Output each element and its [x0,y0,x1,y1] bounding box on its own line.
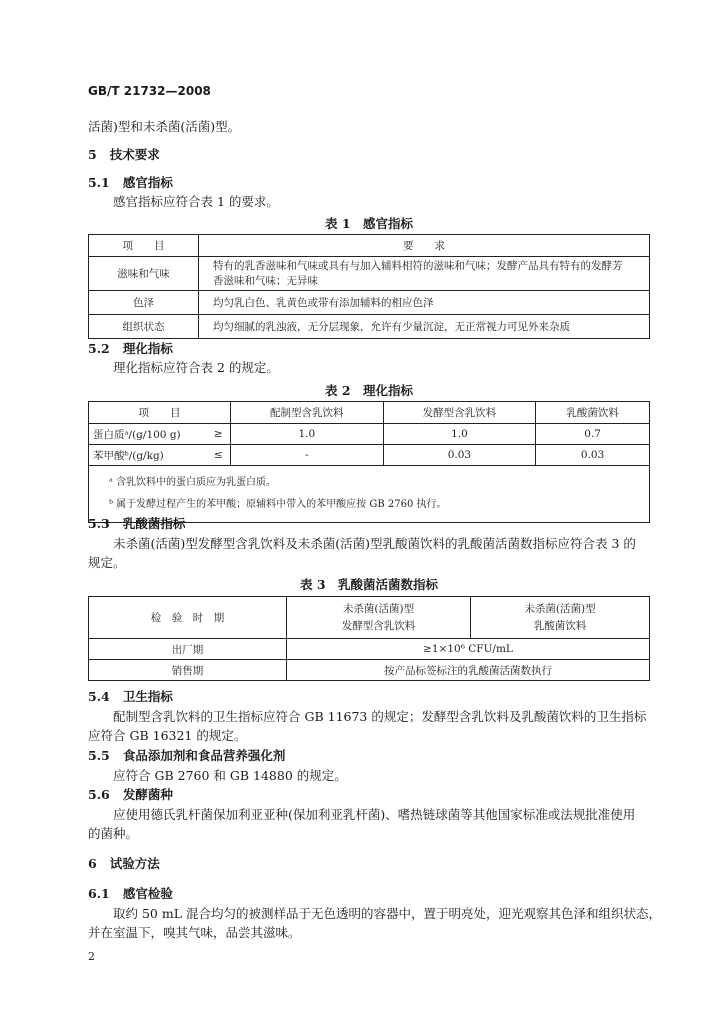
table-2-caption: 表 2 理化指标 [324,383,414,398]
section-5-5-text: 应符合 GB 2760 和 GB 14880 的规定。 [113,768,347,783]
section-5-4-text-line2: 应符合 GB 16321 的规定。 [88,728,247,743]
section-number: 5.2 [88,341,110,356]
standard-id: GB/T 21732—2008 [88,84,211,98]
table-cell: 1.0 [231,424,384,445]
section-title: 食品添加剂和食品营养强化剂 [122,748,286,763]
section-number: 6 [88,856,97,871]
table-notes [89,466,650,523]
section-5-3-heading [88,515,185,533]
page-number: 2 [88,950,95,963]
section-number: 5.5 [88,748,110,763]
section-title: 感官检验 [122,886,173,901]
table-3-caption: 表 3 乳酸菌活菌数指标 [299,577,439,592]
table-cell: 均匀乳白色、乳黄色或带有添加辅料的相应色泽 [199,291,650,315]
table-cell: 组织状态 [89,315,199,339]
section-6-1-text-line1: 取约 50 mL 混合均匀的被测样品于无色透明的容器中，置于明亮处，迎光观察其色泽和组织状态， [113,906,661,921]
table-header [471,597,650,639]
table-cell: 1.0 [383,424,536,445]
table-note: ᵇ 属于发酵过程产生的苯甲酸；原辅料中带入的苯甲酸应按 GB 2760 执行。 [109,499,447,510]
table-cell: 蛋白质ᵃ/(g/100 g) [89,424,207,445]
table-cell: ≥ [207,424,231,445]
section-5-1-text: 感官指标应符合表 1 的要求。 [113,194,279,209]
table-cell: ≥1×10⁶ CFU/mL [287,639,650,660]
section-number: 6.1 [88,886,110,901]
section-number: 5.6 [88,787,110,802]
table-cell: 均匀细腻的乳浊液，无分层现象，允许有少量沉淀，无正常视力可见外来杂质 [199,315,650,339]
section-5-6-text-line1: 应使用德氏乳杆菌保加利亚亚种(保加利亚乳杆菌)、嗜热链球菌等其他国家标准或法规批准使用 [113,807,636,822]
section-title: 乳酸菌指标 [122,516,186,531]
section-5-2-text: 理化指标应符合表 2 的规定。 [113,360,279,375]
table-cell: 0.03 [536,445,650,466]
table-note: ᵃ 含乳饮料中的蛋白质应为乳蛋白质。 [109,477,277,488]
section-title: 理化指标 [122,341,173,356]
section-5-3-text-line1: 未杀菌(活菌)型发酵型含乳饮料及未杀菌(活菌)型乳酸菌饮料的乳酸菌活菌数指标应符合表 3 的 [113,536,636,551]
table-header: 乳酸菌饮料 [536,402,650,424]
table-cell: ≤ [207,445,231,466]
section-number: 5.4 [88,689,110,704]
table-header: 配制型含乳饮料 [231,402,384,424]
header-line: 未杀菌(活菌)型 [342,602,415,615]
section-title: 卫生指标 [122,689,173,704]
header-line: 未杀菌(活菌)型 [524,602,596,615]
header-line: 发酵型含乳饮料 [341,619,416,632]
table-cell: 滋味和气味 [89,257,199,291]
table-header: 要 求 [199,235,650,257]
table-header: 项 目 [89,402,231,424]
table-cell: - [231,445,384,466]
section-number: 5.1 [88,175,110,190]
section-title: 技术要求 [109,147,160,162]
section-title: 试验方法 [109,856,160,871]
cell-line: 香滋味和气味；无异味 [213,274,318,287]
table-header: 检 验 时 期 [89,597,287,639]
section-5-6-text-line2: 的菌种。 [88,826,139,841]
table-cell: 苯甲酸ᵇ/(g/kg) [89,445,207,466]
table-3 [88,596,650,681]
section-number: 5 [88,147,97,162]
table-cell: 销售期 [89,660,287,681]
section-5-6-heading [88,786,173,804]
section-5-4-text-line1: 配制型含乳饮料的卫生指标应符合 GB 11673 的规定；发酵型含乳饮料及乳酸菌饮料的卫生指标 [113,709,647,724]
table-cell: 出厂期 [89,639,287,660]
table-1 [88,234,650,339]
header-line: 乳酸菌饮料 [533,619,587,632]
section-title: 发酵菌种 [122,787,173,802]
section-5-4-heading [88,688,173,706]
table-2 [88,401,650,523]
table-cell: 0.7 [536,424,650,445]
table-header: 项 目 [89,235,199,257]
section-6-heading [88,855,160,873]
section-6-1-text-line2: 并在室温下，嗅其气味，品尝其滋味。 [88,925,301,940]
table-cell: 按产品标签标注的乳酸菌活菌数执行 [287,660,650,681]
table-cell: 0.03 [383,445,536,466]
cell-line: 特有的乳香滋味和气味或具有与加入辅料相符的滋味和气味；发酵产品具有特有的发酵芳 [213,259,623,272]
section-6-1-heading [88,885,173,903]
section-title: 感官指标 [122,175,173,190]
section-5-5-heading [88,747,285,765]
table-header: 发酵型含乳饮料 [383,402,536,424]
table-cell: 色泽 [89,291,199,315]
table-header [287,597,471,639]
intro-line: 活菌)型和未杀菌(活菌)型。 [88,119,241,134]
section-5-2-heading [88,340,173,358]
section-number: 5.3 [88,516,110,531]
section-5-3-text-line2: 规定。 [88,555,126,570]
table-1-caption: 表 1 感官指标 [324,216,414,231]
table-cell [199,257,650,291]
section-5-heading [88,146,160,164]
section-5-1-heading [88,174,173,192]
